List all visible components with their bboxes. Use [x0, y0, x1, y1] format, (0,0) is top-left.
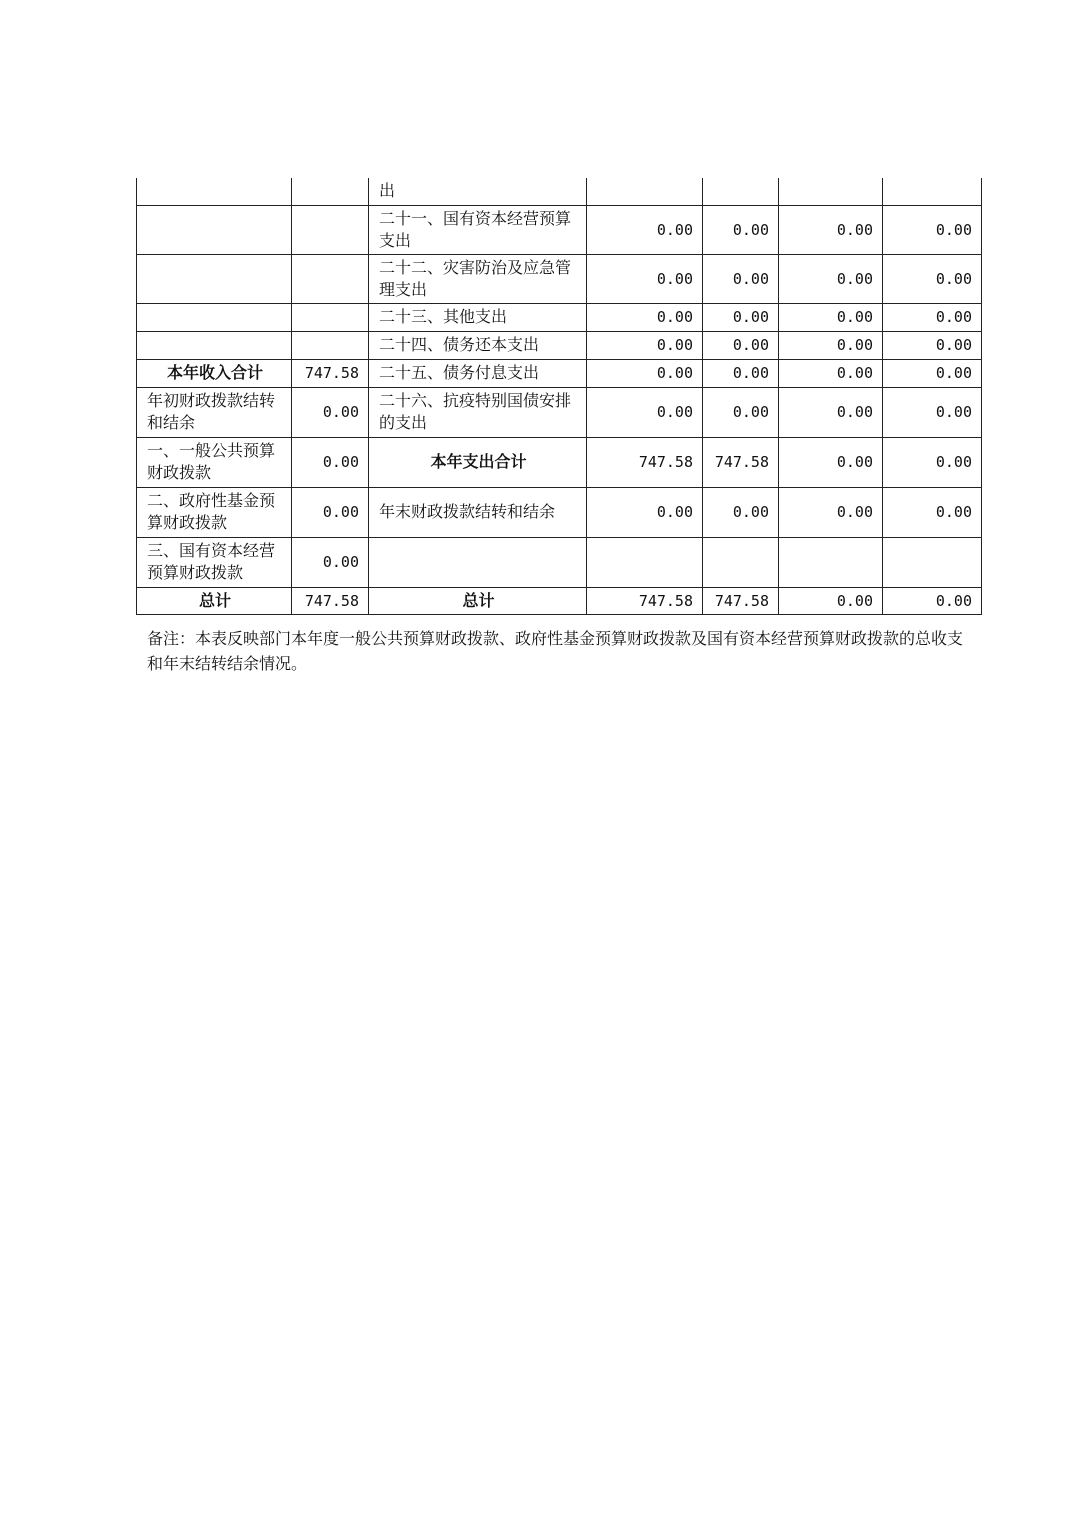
budget-table: [136, 178, 982, 615]
value-cell: 0.00: [703, 254, 779, 303]
value-cell: 0.00: [883, 254, 982, 303]
expense-label: [369, 537, 587, 587]
table-row: [137, 587, 982, 614]
table-row: [137, 178, 982, 205]
value-cell: 0.00: [779, 587, 883, 614]
income-label: 年初财政拨款结转和结余: [137, 387, 292, 437]
table-row: [137, 331, 982, 359]
value-cell: 0.00: [779, 254, 883, 303]
value-cell: 0.00: [779, 205, 883, 254]
value-cell: [587, 537, 703, 587]
value-cell: [883, 537, 982, 587]
income-label: [137, 331, 292, 359]
table-row: [137, 359, 982, 387]
value-cell: 0.00: [587, 254, 703, 303]
value-cell: 0.00: [779, 437, 883, 487]
value-cell: [587, 178, 703, 205]
value-cell: 0.00: [703, 205, 779, 254]
value-cell: [703, 178, 779, 205]
value-cell: 0.00: [883, 487, 982, 537]
value-cell: 0.00: [703, 331, 779, 359]
table-row: [137, 537, 982, 587]
expense-label: 出: [369, 178, 587, 205]
value-cell: [779, 178, 883, 205]
expense-label: 二十六、抗疫特别国债安排的支出: [369, 387, 587, 437]
value-cell: 0.00: [779, 387, 883, 437]
value-cell: 0.00: [883, 359, 982, 387]
income-label: [137, 303, 292, 331]
expense-total-label: 本年支出合计: [369, 437, 587, 487]
value-cell: 0.00: [883, 587, 982, 614]
income-value: [292, 254, 369, 303]
table-row: [137, 303, 982, 331]
value-cell: [883, 178, 982, 205]
table-row: [137, 487, 982, 537]
footnote: 备注：本表反映部门本年度一般公共预算财政拨款、政府性基金预算财政拨款及国有资本经营预算财政拨款的总收支和年末结转结余情况。: [147, 629, 964, 673]
value-cell: 0.00: [883, 331, 982, 359]
income-value: [292, 178, 369, 205]
table-row: [137, 254, 982, 303]
value-cell: 0.00: [779, 331, 883, 359]
value-cell: [703, 537, 779, 587]
expense-label: 二十一、国有资本经营预算支出: [369, 205, 587, 254]
income-total-label: 本年收入合计: [137, 359, 292, 387]
table-row: [137, 205, 982, 254]
income-value: 747.58: [292, 587, 369, 614]
table-row: [137, 437, 982, 487]
value-cell: 0.00: [703, 359, 779, 387]
grand-total-label: 总计: [369, 587, 587, 614]
value-cell: 747.58: [587, 437, 703, 487]
value-cell: 747.58: [703, 587, 779, 614]
value-cell: 0.00: [779, 303, 883, 331]
income-label: 一、一般公共预算财政拨款: [137, 437, 292, 487]
income-value: 0.00: [292, 487, 369, 537]
value-cell: 747.58: [587, 587, 703, 614]
income-label: [137, 205, 292, 254]
value-cell: 0.00: [587, 331, 703, 359]
income-label: 二、政府性基金预算财政拨款: [137, 487, 292, 537]
value-cell: 0.00: [883, 303, 982, 331]
value-cell: 0.00: [703, 303, 779, 331]
income-value: [292, 303, 369, 331]
value-cell: 0.00: [883, 437, 982, 487]
value-cell: 0.00: [703, 487, 779, 537]
value-cell: 0.00: [587, 387, 703, 437]
expense-label: 二十四、债务还本支出: [369, 331, 587, 359]
income-value: [292, 205, 369, 254]
table-row: [137, 387, 982, 437]
income-label: [137, 178, 292, 205]
income-label: [137, 254, 292, 303]
income-value: 0.00: [292, 437, 369, 487]
expense-label: 二十二、灾害防治及应急管理支出: [369, 254, 587, 303]
income-value: 0.00: [292, 387, 369, 437]
income-value: 0.00: [292, 537, 369, 587]
value-cell: 0.00: [587, 303, 703, 331]
expense-label: 二十三、其他支出: [369, 303, 587, 331]
value-cell: 747.58: [703, 437, 779, 487]
expense-label: 年末财政拨款结转和结余: [369, 487, 587, 537]
value-cell: 0.00: [883, 387, 982, 437]
value-cell: 0.00: [587, 359, 703, 387]
expense-label: 二十五、债务付息支出: [369, 359, 587, 387]
value-cell: 0.00: [587, 205, 703, 254]
value-cell: 0.00: [779, 487, 883, 537]
income-value: [292, 331, 369, 359]
value-cell: [779, 537, 883, 587]
grand-total-label: 总计: [137, 587, 292, 614]
income-label: 三、国有资本经营预算财政拨款: [137, 537, 292, 587]
income-value: 747.58: [292, 359, 369, 387]
value-cell: 0.00: [703, 387, 779, 437]
value-cell: 0.00: [883, 205, 982, 254]
value-cell: 0.00: [779, 359, 883, 387]
value-cell: 0.00: [587, 487, 703, 537]
